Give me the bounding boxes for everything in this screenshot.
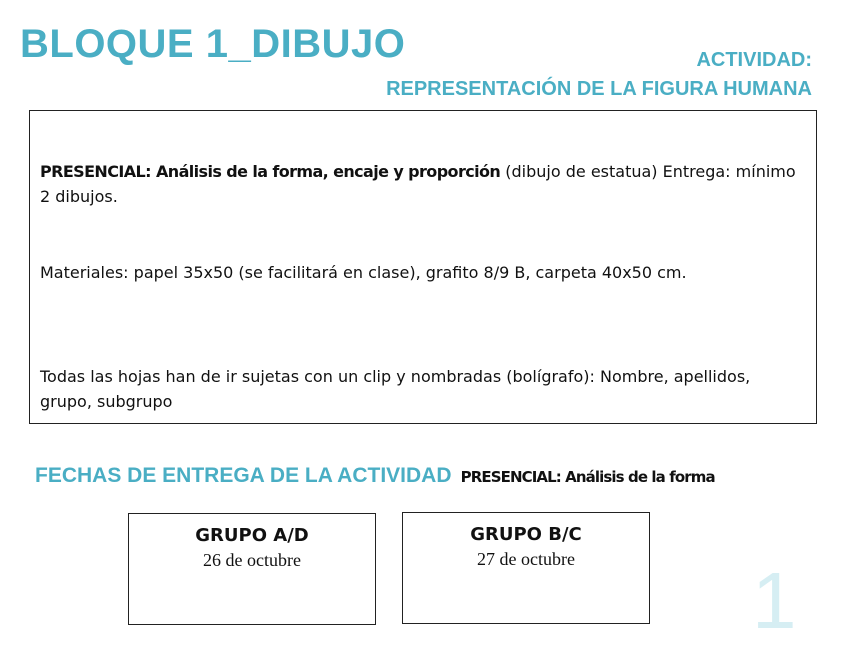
page-number: 1: [752, 556, 797, 645]
group-date: 27 de octubre: [477, 549, 575, 569]
activity-info-box: [29, 110, 817, 424]
info-paragraph-instructions: Todas las hojas han de ir sujetas con un clip y nombradas (bolígrafo): Nombre, apellidos, grupo, subgrupo: [40, 367, 751, 411]
group-name: GRUPO A/D: [195, 525, 309, 546]
delivery-dates-heading: [35, 464, 715, 488]
page-title: BLOQUE 1_DIBUJO: [20, 22, 406, 66]
info-paragraph-materials: Materiales: papel 35x50 (se facilitará en clase), grafito 8/9 B, carpeta 40x50 cm.: [40, 263, 687, 282]
group-box-ad: [128, 513, 376, 625]
delivery-dates-subtitle: PRESENCIAL: Análisis de la forma: [460, 468, 715, 486]
info-paragraph-presencial: [40, 159, 796, 209]
activity-title: REPRESENTACIÓN DE LA FIGURA HUMANA: [386, 78, 812, 100]
presencial-details: (dibujo de estatua) Entrega: mínimo 2 dibujos.: [40, 162, 796, 206]
group-box-bc: [402, 512, 650, 624]
group-date: 26 de octubre: [203, 550, 301, 570]
group-name: GRUPO B/C: [470, 524, 582, 545]
delivery-dates-title: FECHAS DE ENTREGA DE LA ACTIVIDAD: [35, 464, 452, 487]
presencial-topic: Análisis de la forma, encaje y proporción: [156, 162, 501, 181]
presencial-label: PRESENCIAL:: [40, 162, 151, 181]
activity-label: ACTIVIDAD:: [696, 49, 812, 71]
